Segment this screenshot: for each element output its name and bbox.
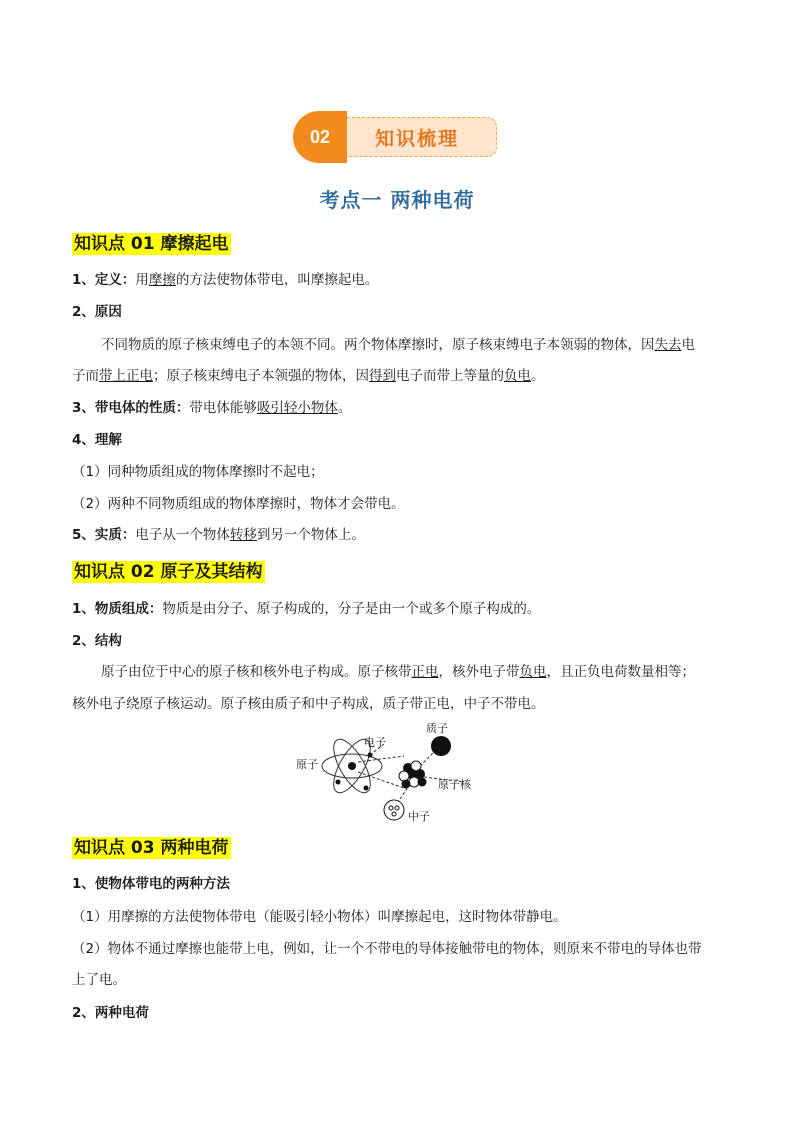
- badge-title: 知识梳理: [337, 117, 497, 157]
- neutron-outline: [384, 800, 404, 820]
- kp3-method-2-line1: （2）物体不通过摩擦也能带上电，例如，让一个不带电的导体接触带电的物体，则原来不带电的导体也带: [72, 941, 702, 957]
- essence-pre: 电子从一个物体: [135, 527, 230, 543]
- def-underlined: 摩擦: [148, 272, 176, 288]
- essence-post: 到另一个物体上。: [256, 527, 365, 543]
- struct1-u2: 负电: [519, 664, 547, 680]
- kp3-method-1: （1）用摩擦的方法使物体带电（能吸引轻小物体）叫摩擦起电，这时物体带静电。: [72, 909, 567, 925]
- kp1-essence: [72, 525, 365, 545]
- kp1-cause-line2: [72, 366, 545, 386]
- kp3-methods-label: 1、使物体带电的两种方法: [72, 876, 230, 892]
- kp2-structure-line2: 核外电子绕原子核运动。原子核由质子和中子构成，质子带正电，中子不带电。: [72, 696, 545, 712]
- cause2-c: 电子而带上等量的: [396, 368, 504, 384]
- def-label: 1、定义：: [72, 272, 136, 288]
- kp1-understand-1: （1）同种物质组成的物体摩擦时不起电；: [72, 464, 324, 480]
- label-proton: 质子: [426, 722, 448, 735]
- kp1-cause-label: 2、原因: [72, 304, 122, 320]
- struct1-c: ，且正负电荷数量相等；: [546, 664, 695, 680]
- atom-nucleus-dot: [348, 762, 356, 770]
- cause2-u2: 得到: [369, 368, 396, 384]
- section-badge: [293, 111, 499, 163]
- prop-label: 3、带电体的性质：: [72, 400, 190, 416]
- kp2-structure-label: 2、结构: [72, 633, 122, 649]
- label-nucleus: 原子核: [438, 778, 471, 791]
- kp2-heading: [72, 559, 265, 585]
- kp2-title: 知识点 02 原子及其结构: [74, 562, 263, 582]
- label-electron: 电子: [364, 736, 386, 749]
- struct1-u1: 正电: [411, 664, 439, 680]
- atom-structure-figure: [286, 722, 510, 826]
- kp1-property: [72, 398, 351, 418]
- comp-label: 1、物质组成：: [72, 601, 163, 617]
- kp1-cause-line1: [101, 335, 695, 355]
- nucleon: [402, 780, 411, 789]
- electron-dot-2: [336, 780, 341, 785]
- kp1-heading: [72, 231, 231, 257]
- badge-number: 02: [293, 111, 347, 163]
- kp3-title: 知识点 03 两种电荷: [74, 838, 229, 858]
- nucleon: [399, 771, 409, 781]
- label-atom: 原子: [296, 758, 318, 771]
- prop-pre: 带电体能够: [189, 400, 257, 416]
- cause2-b: ；原子核束缚电子本领强的物体，因: [153, 368, 369, 384]
- electron-dot-3: [364, 786, 369, 791]
- struct1-b: ，核外电子带: [438, 664, 520, 680]
- section-title: 考点一 两种电荷: [319, 188, 475, 212]
- comp-text: 物质是由分子、原子构成的，分子是由一个或多个原子构成的。: [162, 601, 541, 617]
- kp3-two-charges-label: 2、两种电荷: [72, 1005, 149, 1021]
- kp2-structure-line1: [101, 662, 695, 682]
- cause1-b: 电: [681, 337, 695, 353]
- kp1-understand-label: 4、理解: [72, 432, 122, 448]
- cause2-u3: 负电: [504, 368, 531, 384]
- def-pre: 用: [135, 272, 149, 288]
- cause2-u1: 带上正电: [99, 368, 153, 384]
- kp3-heading: [72, 835, 231, 861]
- cause1-underlined: 失去: [654, 337, 682, 353]
- prop-post: 。: [337, 400, 352, 416]
- nucleon: [418, 778, 427, 787]
- kp3-method-2-line2: 上了电。: [72, 972, 126, 988]
- prop-underlined: 吸引轻小物体: [256, 400, 338, 416]
- cause2-d: 。: [531, 368, 545, 384]
- kp1-title: 知识点 01 摩擦起电: [74, 234, 229, 254]
- cause1-a: 不同物质的原子核束缚电子的本领不同。两个物体摩擦时，原子核束缚电子本领弱的物体，因: [101, 337, 655, 353]
- def-post: 的方法使物体带电，叫摩擦起电。: [175, 272, 379, 288]
- proton-ball: [431, 736, 451, 756]
- struct1-a: 原子由位于中心的原子核和核外电子构成。原子核带: [101, 664, 412, 680]
- cause2-a: 子而: [72, 368, 99, 384]
- essence-underlined: 转移: [229, 527, 257, 543]
- kp2-composition: [72, 599, 540, 619]
- essence-label: 5、实质：: [72, 527, 136, 543]
- neutron-ball: [384, 800, 404, 820]
- kp1-understand-2: （2）两种不同物质组成的物体摩擦时，物体才会带电。: [72, 496, 405, 512]
- label-neutron: 中子: [408, 810, 430, 823]
- kp1-definition: [72, 270, 378, 290]
